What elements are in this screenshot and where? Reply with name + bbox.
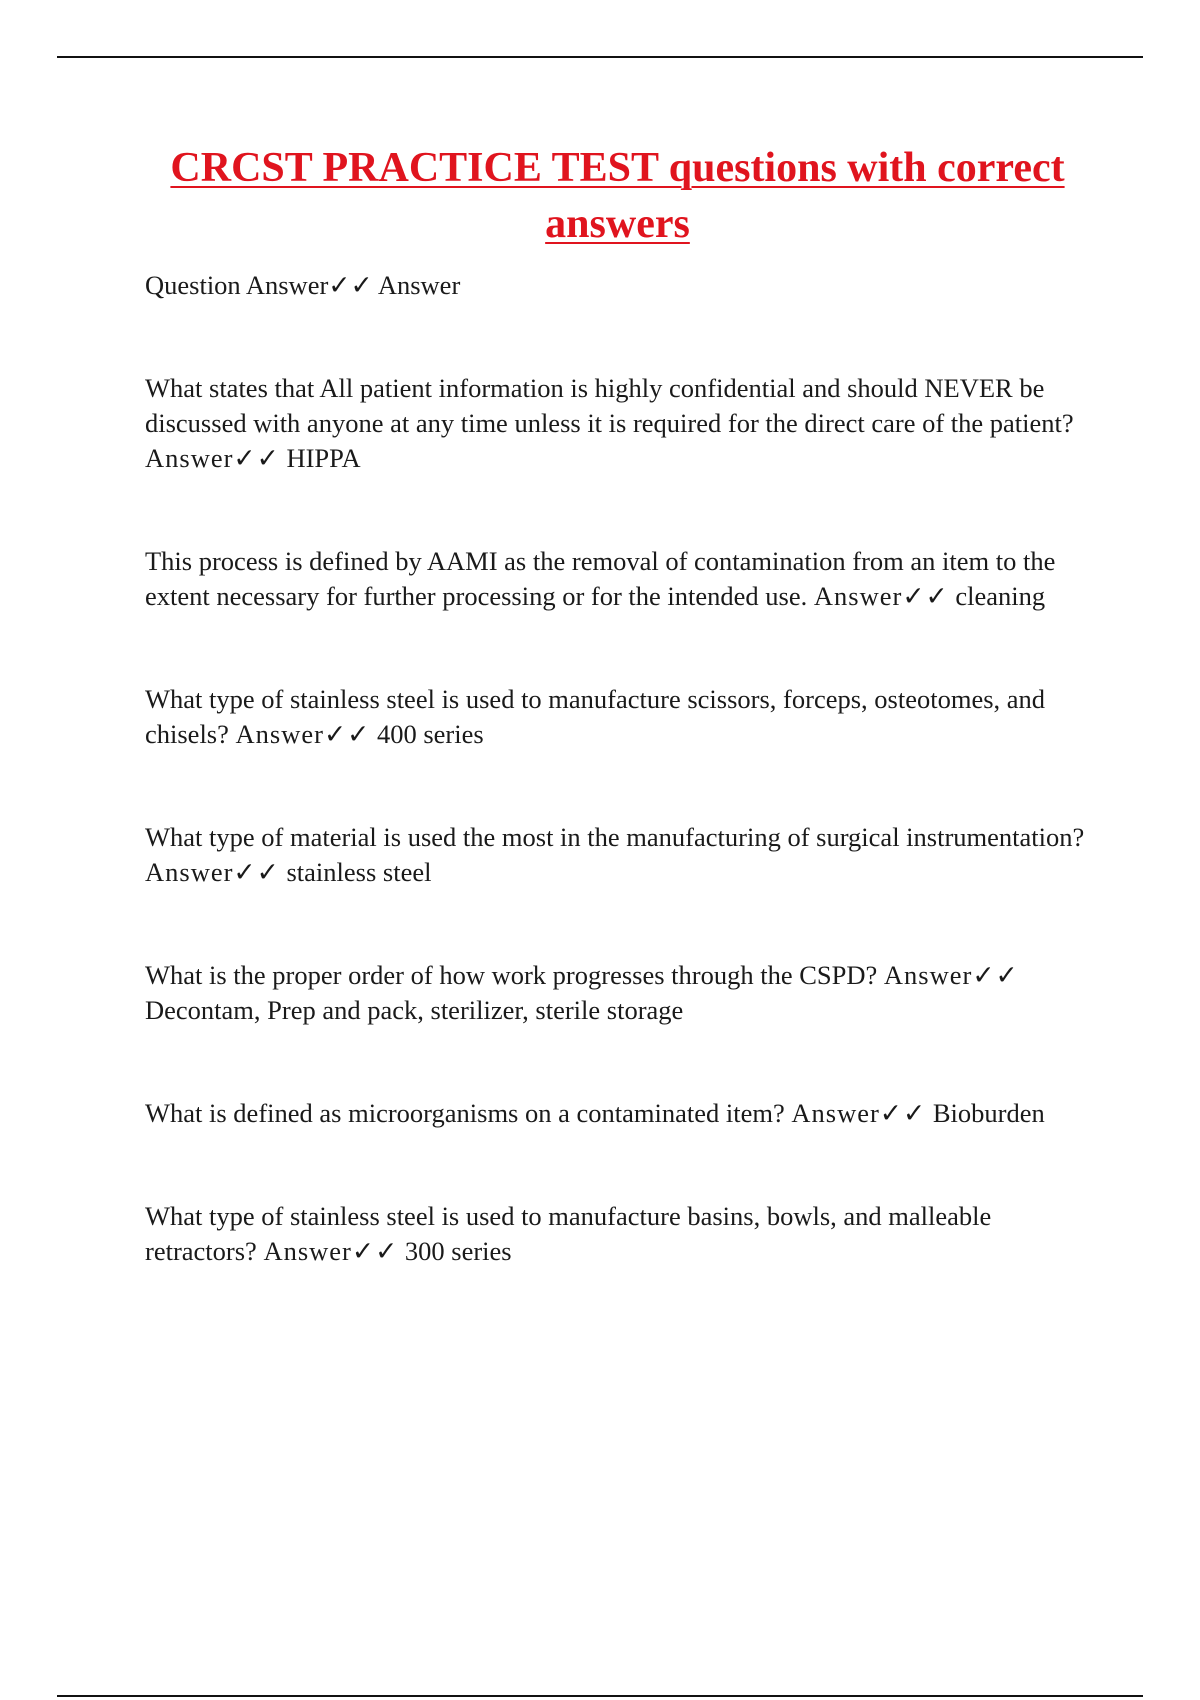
qa-item-3 [145,682,1085,752]
answer-marker: Answer✓✓ [263,1236,399,1266]
qa-item-6 [145,1096,1085,1131]
answer-text: HIPPA [286,443,361,473]
answer-text: 300 series [404,1236,512,1266]
document-body [145,268,1085,1269]
qa-item-4 [145,820,1085,890]
qa-item-5 [145,958,1085,1028]
answer-marker: Answer✓✓ [235,719,371,749]
answer-marker: Answer✓✓ [145,443,280,473]
intro-line: Question Answer✓✓ Answer [145,270,461,300]
qa-item-2 [145,544,1085,614]
answer-marker: Answer✓✓ [883,960,1019,990]
question-text: What type of stainless steel is used to manufacture scissors, forceps, osteotomes, and chisels? [145,684,1046,749]
top-rule [57,56,1143,58]
answer-marker: Answer✓✓ [145,857,280,887]
answer-text: Decontam, Prep and pack, sterilizer, sterile storage [145,995,684,1025]
answer-text: 400 series [376,719,484,749]
document-title: CRCST PRACTICE TEST questions with correct answers [170,145,1065,247]
answer-marker: Answer✓✓ [813,581,949,611]
question-text: What type of stainless steel is used to manufacture basins, bowls, and malleable retractors? [145,1201,992,1266]
question-text: What is defined as microorganisms on a contaminated item? [145,1098,785,1128]
question-text: This process is defined by AAMI as the removal of contamination from an item to the extent necessary for further processing or for the intended use. [145,546,1056,611]
answer-text: cleaning [955,581,1046,611]
answer-marker: Answer✓✓ [791,1098,927,1128]
question-text: What type of material is used the most in the manufacturing of surgical instrumentation? [145,822,1085,852]
question-text: What states that All patient information is highly confidential and should NEVER be discussed with anyone at any time unless it is required for the direct care of the patient? [145,373,1074,438]
answer-text: Bioburden [932,1098,1045,1128]
answer-text: stainless steel [286,857,432,887]
qa-item-7 [145,1199,1085,1269]
question-text: What is the proper order of how work progresses through the CSPD? [145,960,878,990]
bottom-rule [57,1695,1143,1697]
qa-list [145,371,1085,1269]
qa-item-1 [145,371,1085,476]
